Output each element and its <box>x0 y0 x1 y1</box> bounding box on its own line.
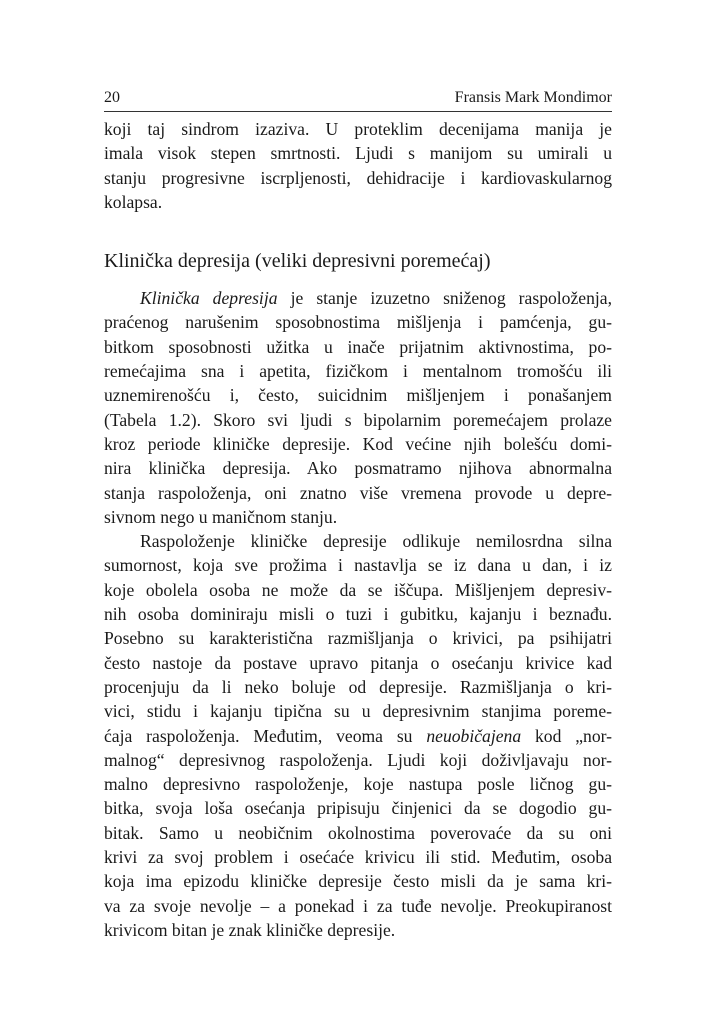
text-line: kolapsa. <box>104 191 163 212</box>
text-line: Raspoloženje kliničke depresije odlikuje nemilosrdna silna <box>140 531 612 552</box>
text-line: malnog“ depresivnog raspoloženja. Ljudi koji doživljavaju nor- <box>104 749 612 770</box>
text-line: nih osoba dominiraju misli o tuzi i gubitku, kajanju i beznađu. <box>104 604 612 625</box>
section-heading: Klinička depresija (veliki depresivni poremećaj) <box>104 250 491 273</box>
text-line: nira klinička depresija. Ako posmatramo njihova abnormalna <box>104 458 612 479</box>
text-line: malno depresivno raspoloženje, koje nastupa posle ličnog gu- <box>104 774 612 795</box>
text-line: vici, stidu i kajanju tipična su u depresivnim stanjima poreme- <box>104 701 612 722</box>
text-line: kroz periode kliničke depresije. Kod većine njih bolešću domi- <box>104 433 612 454</box>
text-line: remećajima sna i apetita, fizičkom i mentalnom tromošću ili <box>104 361 612 382</box>
text-line: (Tabela 1.2). Skoro svi ljudi s bipolarnim poremećajem prolaze <box>104 409 612 430</box>
text-line: va za svoje nevolje – a ponekad i za tuđe nevolje. Preokupiranost <box>104 895 612 916</box>
text-line: bitkom sposobnosti užitka u inače prijatnim aktivnostima, po- <box>104 336 612 357</box>
text-line: koji taj sindrom izaziva. U proteklim decenijama manija je <box>104 119 612 139</box>
text-line: praćenog narušenim sposobnostima mišljenja i pamćenja, gu- <box>104 312 612 333</box>
text-line: krivicom bitan je znak kliničke depresije. <box>104 919 396 940</box>
text-line: bitka, svoja loša osećanja pripisuju činjenici da se dogodio gu- <box>104 798 612 819</box>
text-line: često nastoje da postave upravo pitanja o osećanju krivice kad <box>104 652 612 673</box>
text-line: ćaja raspoloženja. Međutim, veoma su neuobičajena kod „nor- <box>104 725 612 746</box>
running-header <box>104 88 612 112</box>
text-line: koje obolela osoba ne može da se iščupa. Mišljenjem depresiv- <box>104 579 612 600</box>
text-line: procenjuju da li neko boluje od depresije. Razmišljanja o kri- <box>104 676 612 697</box>
text-line: koja ima epizodu kliničke depresije često misli da je sama kri- <box>104 871 612 892</box>
text-line: bitak. Samo u neobičnim okolnostima poverovaće da su oni <box>104 822 612 843</box>
text-line: sumornost, koja sve prožima i nastavlja se iz dana u dan, i iz <box>104 555 612 576</box>
page-number: 20 <box>104 89 120 106</box>
text-line: Klinička depresija je stanje izuzetno sniženog raspoloženja, <box>140 288 612 309</box>
text-line: sivnom nego u maničnom stanju. <box>104 506 338 527</box>
text-line: Posebno su karakteristična razmišljanja o krivici, pa psihijatri <box>104 628 612 649</box>
running-head-author: Fransis Mark Mondimor <box>454 89 612 106</box>
text-line: stanja raspoloženja, oni znatno više vremena provode u depre- <box>104 482 612 503</box>
italic-term: Klinička depresija <box>140 288 278 309</box>
paragraph-clinical-depression-definition <box>104 286 612 529</box>
intro-paragraph <box>104 117 612 214</box>
italic-word: neuobičajena <box>426 725 522 746</box>
text-line: uznemirenošću i, često, suicidnim mišljenjem i ponašanjem <box>104 385 612 406</box>
text-line: stanju progresivne iscrpljenosti, dehidracije i kardiovaskularnog <box>104 167 612 188</box>
text-line: imala visok stepen smrtnosti. Ljudi s manijom su umirali u <box>104 143 612 164</box>
paragraph-depressive-mood <box>104 529 612 942</box>
book-page <box>104 88 612 942</box>
text-line: krivi za svoj problem i osećaće krivicu ili stid. Međutim, osoba <box>104 847 612 868</box>
